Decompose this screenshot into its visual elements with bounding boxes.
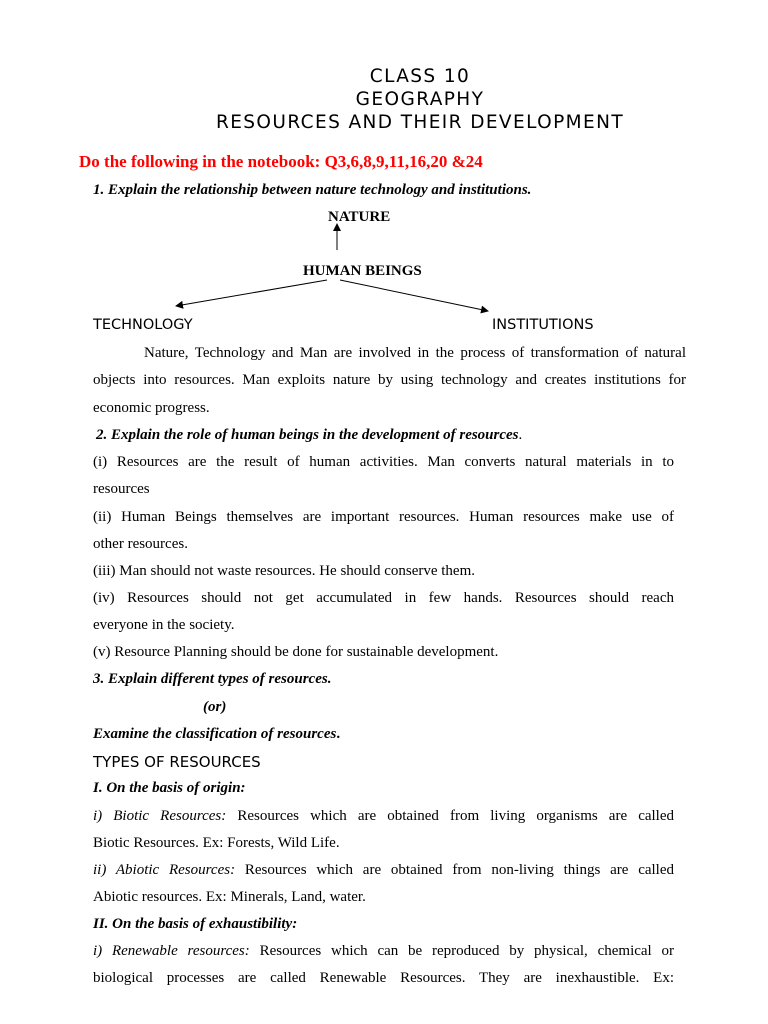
renewable-term: i) Renewable resources: bbox=[93, 943, 250, 959]
types-of-resources-heading: TYPES OF RESOURCES bbox=[93, 753, 261, 771]
origin-heading: I. On the basis of origin: bbox=[93, 780, 246, 796]
answer-2-point-2-cont: other resources. bbox=[93, 536, 188, 552]
diagram-institutions-label: INSTITUTIONS bbox=[492, 317, 594, 333]
answer-2-point-1-cont: resources bbox=[93, 481, 150, 497]
question-1: 1. Explain the relationship between nature technology and institutions. bbox=[93, 182, 532, 198]
question-3: 3. Explain different types of resources. bbox=[93, 671, 332, 687]
diagram-human-beings-label: HUMAN BEINGS bbox=[303, 263, 422, 279]
renewable-definition: i) Renewable resources: Resources which can be reproduced by physical, chemical or bbox=[93, 943, 675, 959]
answer-2-point-1: (i) Resources are the result of human activities. Man converts natural materials in to bbox=[93, 454, 674, 470]
answer-2-point-3: (iii) Man should not waste resources. He should conserve them. bbox=[93, 563, 475, 579]
doc-class-heading: CLASS 10 bbox=[369, 66, 471, 87]
answer-2-point-2: (ii) Human Beings themselves are important resources. Human resources make use of bbox=[93, 509, 674, 525]
biotic-term: i) Biotic Resources: bbox=[93, 808, 227, 824]
question-2: 2. Explain the role of human beings in the development of resources. bbox=[96, 427, 523, 443]
diagram-nature-label: NATURE bbox=[328, 209, 391, 225]
answer-2-point-5: (v) Resource Planning should be done for sustainable development. bbox=[93, 644, 499, 660]
answer-2-point-4: (iv) Resources should not get accumulated in few hands. Resources should reach bbox=[93, 590, 674, 606]
arrow-to-institutions bbox=[340, 280, 488, 311]
abiotic-definition-cont: Abiotic resources. Ex: Minerals, Land, water. bbox=[93, 889, 366, 905]
abiotic-term: ii) Abiotic Resources: bbox=[93, 862, 236, 878]
answer-1-paragraph: Nature, Technology and Man are involved in the process of transformation of natural objects into resources. Man exploits nature by using technology and creates institutions for economic progress. bbox=[93, 345, 686, 416]
biotic-definition-cont: Biotic Resources. Ex: Forests, Wild Life. bbox=[93, 835, 340, 851]
question-3-or: (or) bbox=[203, 699, 227, 715]
abiotic-definition: ii) Abiotic Resources: Resources which are obtained from non-living things are called bbox=[93, 862, 675, 878]
biotic-definition: i) Biotic Resources: Resources which are obtained from living organisms are called bbox=[93, 808, 675, 824]
exhaustibility-heading: II. On the basis of exhaustibility: bbox=[93, 916, 298, 932]
diagram-arrows bbox=[0, 0, 768, 340]
doc-subject-heading: GEOGRAPHY bbox=[355, 89, 485, 110]
question-3-alternate: Examine the classification of resources. bbox=[93, 726, 341, 742]
diagram-technology-label: TECHNOLOGY bbox=[93, 317, 193, 333]
doc-chapter-title: RESOURCES AND THEIR DEVELOPMENT bbox=[215, 112, 625, 133]
answer-2-point-4-cont: everyone in the society. bbox=[93, 617, 235, 633]
renewable-definition-cont: biological processes are called Renewable Resources. They are inexhaustible. Ex: bbox=[93, 970, 674, 986]
notebook-instruction: Do the following in the notebook: Q3,6,8,9,11,16,20 &24 bbox=[79, 152, 483, 171]
arrow-to-technology bbox=[176, 280, 327, 306]
